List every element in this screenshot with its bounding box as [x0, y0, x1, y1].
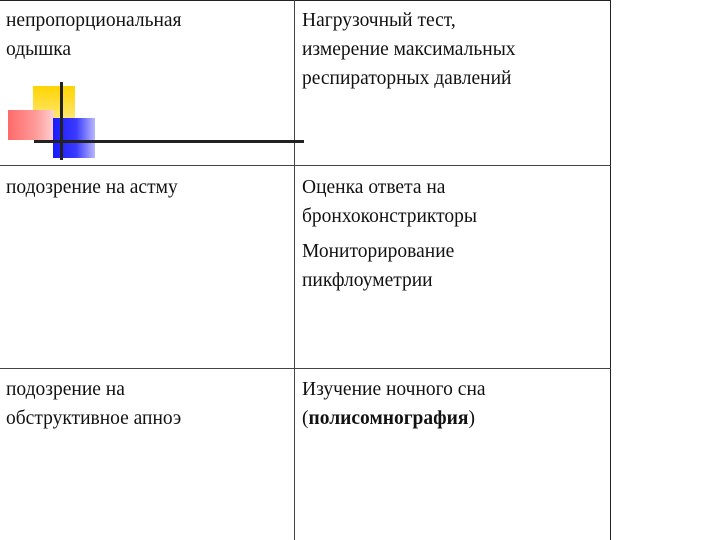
row-3-left-line-1: подозрение на	[6, 379, 125, 400]
row-2-right-p2-line-2: пикфлоуметрии	[302, 270, 433, 291]
row-1-left-line-2: одышка	[6, 39, 72, 60]
red-square	[8, 110, 54, 140]
row-1-right-line-1: Нагрузочный тест,	[302, 10, 456, 31]
row-2-right-cell	[302, 173, 607, 295]
row-3-right-line-1: Изучение ночного сна	[302, 379, 486, 400]
logo-horizontal-bar	[34, 140, 304, 143]
row-divider-1	[0, 165, 611, 166]
row-2-right-paragraph-2	[302, 237, 607, 295]
row-1-right-line-3: респираторных давлений	[302, 68, 512, 89]
logo-vertical-bar	[60, 82, 63, 160]
row-2-right-paragraph-1	[302, 173, 607, 231]
polysomnography-term: полисомнография	[308, 408, 469, 429]
row-3-left-line-2: обструктивное апноэ	[6, 408, 182, 429]
row-2-right-p1-line-2: бронхоконстрикторы	[302, 206, 477, 227]
row-1-right-cell	[302, 6, 607, 93]
row-3-right-line-2	[302, 404, 607, 433]
row-2-left-cell	[6, 173, 290, 202]
row-2-right-p2-line-1: Мониторирование	[302, 241, 455, 262]
row-2-right-p1-line-1: Оценка ответа на	[302, 177, 446, 198]
row-1-left-cell	[6, 6, 290, 64]
decorative-logo	[8, 82, 308, 164]
row-3-right-cell	[302, 375, 607, 433]
open-paren: (	[302, 408, 309, 429]
close-paren: )	[468, 408, 475, 429]
column-divider	[294, 0, 295, 540]
row-2-left-line-1: подозрение на астму	[6, 177, 178, 198]
row-1-left-line-1: непропорциональная	[6, 10, 182, 31]
row-divider-2	[0, 368, 611, 369]
row-3-left-cell	[6, 375, 290, 433]
row-1-right-line-2: измерение максимальных	[302, 39, 516, 60]
